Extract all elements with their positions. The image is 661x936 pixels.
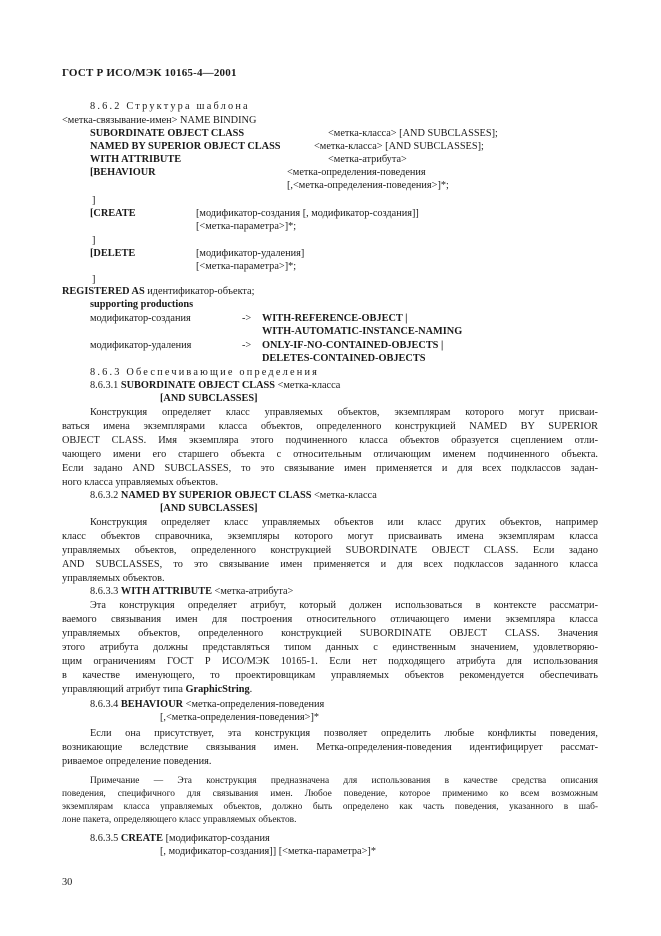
section-heading-8-6-3: 8.6.3 Обеспечивающие определения <box>90 367 320 378</box>
template-bracket-1: ] <box>92 195 96 206</box>
paragraph-8-6-3-2-line-2: класс объектов справочника, экземпляры которого могут присваивать имена экземплярам класса <box>62 531 598 542</box>
production-delete-value-1: ONLY-IF-NO-CONTAINED-OBJECTS | <box>262 340 444 351</box>
heading-number: 8.6.3.2 <box>90 490 121 501</box>
heading-number: 8.6.3.5 <box>90 833 121 844</box>
graphic-string-keyword: GraphicString <box>185 684 250 695</box>
template-keyword-delete: [DELETE <box>90 248 136 259</box>
template-keyword-create: [CREATE <box>90 208 136 219</box>
production-create-name: модификатор-создания <box>90 313 191 324</box>
template-bracket-3: ] <box>92 274 96 285</box>
template-value-named-by: <метка-класса> [AND SUBCLASSES]; <box>314 141 484 152</box>
registered-as-keyword: REGISTERED AS <box>62 286 145 297</box>
supporting-productions: supporting productions <box>90 299 194 310</box>
subsection-heading-8-6-3-2 <box>90 489 377 503</box>
note-line-3: экземплярам класса управляемых объектов, должно быть определено как часть поведения, указанного в шаб- <box>62 802 598 812</box>
production-delete-arrow: -> <box>242 340 252 351</box>
paragraph-8-6-3-2-line-3: управляемых объектов, определенного конструкцией SUBORDINATE OBJECT CLASS. Если задано <box>62 545 598 556</box>
paragraph-8-6-3-3-line-4: этого атрибута должны представляться типом данных с единственным значением, удовлетворяю- <box>62 642 598 653</box>
paragraph-8-6-3-3-line-7 <box>62 683 252 697</box>
subsection-heading-8-6-3-4-cont: [,<метка-определения-поведения>]* <box>160 712 320 723</box>
template-keyword-behaviour: [BEHAVIOUR <box>90 167 156 178</box>
template-keyword-subordinate: SUBORDINATE OBJECT CLASS <box>90 128 245 139</box>
template-value-create-2: [<метка-параметра>]*; <box>196 221 297 232</box>
paragraph-8-6-3-3-line-3: управляемых объектов, определенного конструкцией SUBORDINATE OBJECT CLASS. Значения <box>62 628 598 639</box>
heading-keyword: CREATE <box>120 833 164 844</box>
heading-keyword: BEHAVIOUR <box>120 699 184 710</box>
subsection-heading-8-6-3-5-cont: [, модификатор-создания]] [<метка-параметра>]* <box>160 846 376 857</box>
heading-label: [модификатор-создания <box>163 833 270 844</box>
production-create-arrow: -> <box>242 313 252 324</box>
subsection-heading-8-6-3-1 <box>90 379 340 393</box>
paragraph-8-6-3-3-line-5: щим ограничениям ГОСТ Р ИСО/МЭК 10165-1. Если нет подходящего атрибута для использования <box>62 656 598 667</box>
paragraph-8-6-3-2-line-4: AND SUBCLASSES, то это связывание имен применяется и для всех подклассов заданного класса <box>62 559 598 570</box>
subsection-heading-8-6-3-5 <box>90 832 270 846</box>
template-value-behaviour-2: [,<метка-определения-поведения>]*; <box>287 180 449 191</box>
production-create-value-2: WITH-AUTOMATIC-INSTANCE-NAMING <box>262 326 463 337</box>
paragraph-8-6-3-1-line-6: ного класса управляемых объектов. <box>62 477 219 488</box>
section-heading-8-6-2: 8.6.2 Структура шаблона <box>90 101 250 112</box>
paragraph-text-end: . <box>249 684 253 695</box>
heading-label: <метка-атрибута> <box>211 586 294 597</box>
paragraph-8-6-3-4-line-3: риваемое определение поведения. <box>62 756 212 767</box>
paragraph-8-6-3-4-line-2: возникающие вследствие связывания имен. Метка-определения-поведения идентифицирует рассмат- <box>62 742 598 753</box>
paragraph-8-6-3-1-line-4: чающего имени его старшего объекта с относительным отличающим именем подчиненного объекта. <box>62 449 598 460</box>
note-line-1: Примечание — Эта конструкция предназначена для использования в качестве средства описания <box>90 776 598 786</box>
template-keyword-with-attribute: WITH ATTRIBUTE <box>90 154 182 165</box>
page-number: 30 <box>62 877 73 888</box>
registered-as-value: идентификатор-объекта; <box>144 286 255 297</box>
paragraph-8-6-3-1-line-1: Конструкция определяет класс управляемых объектов, экземплярам которого могут присваи- <box>90 407 598 418</box>
note-line-2: поведения, специфичного для связывания имен. Любое поведение, которое применимо ко всем возможным <box>62 789 598 799</box>
subsection-heading-8-6-3-3 <box>90 585 293 599</box>
paragraph-8-6-3-2-line-5: управляемых объектов. <box>62 573 165 584</box>
template-value-delete-2: [<метка-параметра>]*; <box>196 261 297 272</box>
production-delete-name: модификатор-удаления <box>90 340 192 351</box>
paragraph-8-6-3-3-line-6: в качестве именующего, то проектировщикам управляемых объектов рекомендуется обеспечивать <box>62 670 598 681</box>
template-registered-as <box>62 285 255 299</box>
heading-label: <метка-класса <box>311 490 377 501</box>
template-value-with-attribute: <метка-атрибута> <box>328 154 407 165</box>
heading-keyword: NAMED BY SUPERIOR OBJECT CLASS <box>120 490 312 501</box>
paragraph-8-6-3-3-line-1: Эта конструкция определяет атрибут, который должен использоваться в контексте рассматри- <box>90 600 598 611</box>
template-value-subordinate: <метка-класса> [AND SUBCLASSES]; <box>328 128 498 139</box>
heading-number: 8.6.3.4 <box>90 699 121 710</box>
template-value-behaviour: <метка-определения-поведения <box>287 167 426 178</box>
template-line-1: <метка-связывание-имен> NAME BINDING <box>62 115 257 126</box>
paragraph-8-6-3-4-line-1: Если она присутствует, эта конструкция позволяет определить любые конфликты поведения, <box>90 728 598 739</box>
subsection-heading-8-6-3-2-cont: [AND SUBCLASSES] <box>160 503 258 514</box>
heading-number: 8.6.3.1 <box>90 380 121 391</box>
heading-keyword: SUBORDINATE OBJECT CLASS <box>120 380 276 391</box>
paragraph-8-6-3-1-line-2: ваться имена экземплярами класса объектов, определенного конструкцией NAMED BY SUPERIOR <box>62 421 598 432</box>
note-line-4: лоне пакета, определяющего класс управляемых объектов. <box>62 815 297 825</box>
production-delete-value-2: DELETES-CONTAINED-OBJECTS <box>262 353 426 364</box>
paragraph-8-6-3-2-line-1: Конструкция определяет класс управляемых объектов или класс других объектов, например <box>90 517 598 528</box>
heading-keyword: WITH ATTRIBUTE <box>120 586 212 597</box>
heading-label: <метка-класса <box>275 380 341 391</box>
paragraph-8-6-3-1-line-5: Если задано AND SUBCLASSES, то это связывание имен применяется и для всех подклассов задан- <box>62 463 598 474</box>
page-header: ГОСТ Р ИСО/МЭК 10165-4—2001 <box>62 67 237 79</box>
template-keyword-named-by: NAMED BY SUPERIOR OBJECT CLASS <box>90 141 281 152</box>
paragraph-8-6-3-1-line-3: OBJECT CLASS. Имя экземпляра этого подчиненного класса объектов образуется сцеплением отли- <box>62 435 598 446</box>
paragraph-text: управляющий атрибут типа <box>62 684 186 695</box>
subsection-heading-8-6-3-4 <box>90 698 324 712</box>
production-create-value-1: WITH-REFERENCE-OBJECT | <box>262 313 408 324</box>
template-value-create: [модификатор-создания [, модификатор-создания]] <box>196 208 419 219</box>
template-bracket-2: ] <box>92 235 96 246</box>
template-value-delete: [модификатор-удаления] <box>196 248 305 259</box>
subsection-heading-8-6-3-1-cont: [AND SUBCLASSES] <box>160 393 258 404</box>
heading-label: <метка-определения-поведения <box>183 699 325 710</box>
heading-number: 8.6.3.3 <box>90 586 121 597</box>
paragraph-8-6-3-3-line-2: ваемого связывания имен для построения относительного отличающего имени экземпляра класса <box>62 614 598 625</box>
